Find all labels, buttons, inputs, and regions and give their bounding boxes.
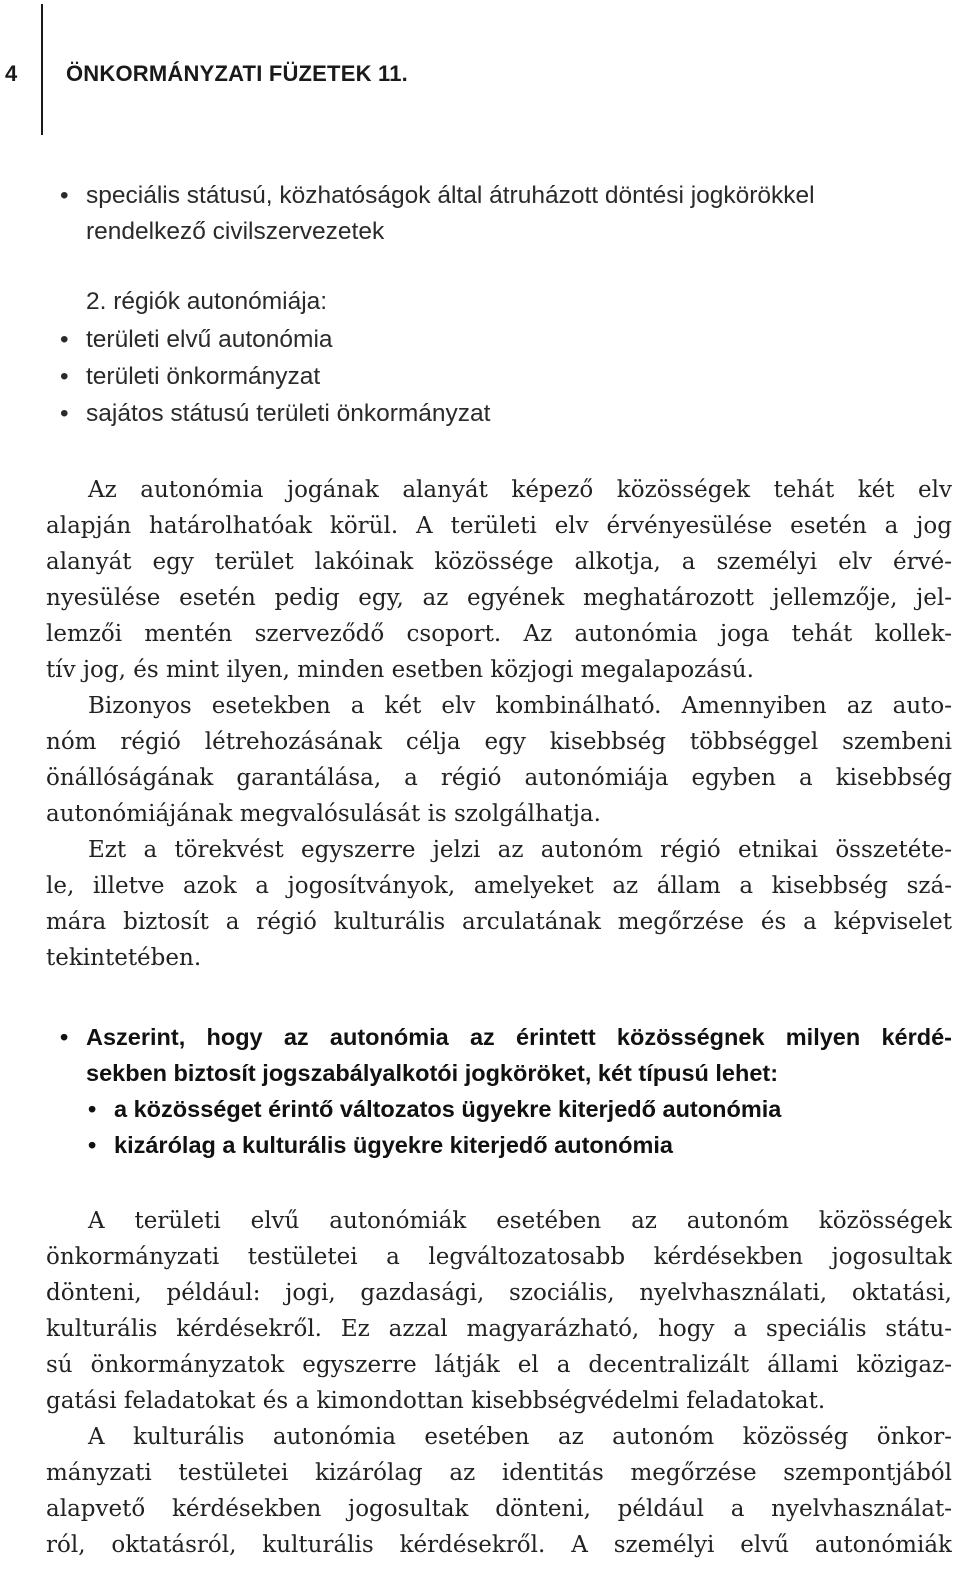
text-line: lemzői mentén szerveződő csoport. Az autonómia joga tehát kollek- [46, 621, 952, 647]
text-line: alapján határolhatóak körül. A területi elv érvényesülése esetén a jog [46, 513, 952, 539]
body-paragraph-2 [46, 1203, 952, 1563]
text-line: Bizonyos esetekben a két elv kombinálható. Amennyiben az auto- [88, 693, 952, 719]
bullet-icon: • [60, 363, 69, 390]
text-line: dönteni, például: jogi, gazdasági, szociális, nyelvhasználati, oktatási, [46, 1280, 952, 1306]
text-line: mányzati testületei kizárólag az identitás megőrzése szempontjából [46, 1460, 952, 1486]
list-item-text: a közösséget érintő változatos ügyekre kiterjedő autonómia [114, 1096, 782, 1122]
list-item [46, 178, 952, 214]
list-item [46, 396, 952, 432]
sub-list-item [46, 1127, 952, 1163]
page-number: 4 [5, 61, 18, 86]
bullet-icon: • [88, 1096, 97, 1122]
bullet-icon: • [60, 182, 69, 209]
text-line: tekintetében. [46, 945, 202, 971]
text-line: autonómiájának megvalósulását is szolgálhatja. [46, 801, 601, 827]
list-item-text: kizárólag a kulturális ügyekre kiterjedő autonómia [114, 1132, 673, 1158]
text-line: tív jog, és mint ilyen, minden esetben közjogi megalapozású. [46, 657, 754, 683]
text-line: alapvető kérdésekben jogosultak dönteni, például a nyelvhasználat- [46, 1496, 952, 1522]
sub-list-item [46, 1091, 952, 1127]
text-line: mára biztosít a régió kulturális arculatának megőrzése és a képviselet [46, 909, 952, 935]
list-heading-text: 2. régiók autonómiája: [86, 288, 328, 315]
text-line: A kulturális autonómia esetében az autonóm közösség önkor- [88, 1424, 952, 1450]
text-line: sú önkormányzatok egyszerre látják el a decentralizált állami közigaz- [46, 1352, 952, 1378]
list-item-text: Aszerint, hogy az autonómia az érintett közösségnek milyen kérdé- [86, 1024, 952, 1050]
list-item-text: területi önkormányzat [86, 363, 321, 390]
bullet-icon: • [60, 400, 69, 427]
header-divider [41, 4, 43, 135]
text-line: alanyát egy terület lakóinak közössége alkotja, a személyi elv érvé- [46, 549, 952, 575]
list-item-continuation [46, 1055, 952, 1091]
list-heading [46, 284, 952, 320]
list-item-continuation [46, 214, 952, 250]
list-item-text: sajátos státusú területi önkormányzat [86, 400, 491, 427]
list-item-text: sekben biztosít jogszabályalkotói jogköröket, két típusú lehet: [86, 1060, 779, 1086]
running-header-title: ÖNKORMÁNYZATI FÜZETEK 11. [66, 61, 408, 86]
bold-classification-list [46, 1019, 952, 1163]
text-line: nyesülése esetén pedig egy, az egyének meghatározott jellemzője, jel- [46, 585, 952, 611]
list-item-text: területi elvű autonómia [86, 326, 333, 353]
list-item-text: speciális státusú, közhatóságok által átruházott döntési jogkörökkel [86, 182, 815, 209]
text-line: gatási feladatokat és a kimondottan kisebbségvédelmi feladatokat. [46, 1388, 826, 1414]
text-line: önállóságának garantálása, a régió autonómiája egyben a kisebbség [46, 765, 952, 791]
bullet-icon: • [60, 326, 69, 353]
bullet-icon: • [60, 1024, 69, 1050]
list-item [46, 1019, 952, 1055]
bullet-icon: • [88, 1132, 97, 1158]
text-line: önkormányzati testületei a legváltozatosabb kérdésekben jogosultak [46, 1244, 952, 1270]
list-item-text: rendelkező civilszervezetek [86, 218, 385, 245]
list-item [46, 359, 952, 395]
body-paragraph-1 [46, 472, 952, 976]
text-line: A területi elvű autonómiák esetében az autonóm közösségek [88, 1208, 952, 1234]
text-line: nóm régió létrehozásának célja egy kisebbség többséggel szembeni [46, 729, 952, 755]
list-item [46, 322, 952, 358]
text-line: ról, oktatásról, kulturális kérdésekről. A személyi elvű autonómiák [46, 1532, 952, 1558]
top-bullet-list [46, 178, 952, 432]
text-line: kulturális kérdésekről. Ez azzal magyarázható, hogy a speciális státu- [46, 1316, 952, 1342]
text-line: Az autonómia jogának alanyát képező közösségek tehát két elv [88, 477, 952, 503]
text-line: le, illetve azok a jogosítványok, amelyeket az állam a kisebbség szá- [46, 873, 952, 899]
text-line: Ezt a törekvést egyszerre jelzi az autonóm régió etnikai összetéte- [88, 837, 952, 863]
